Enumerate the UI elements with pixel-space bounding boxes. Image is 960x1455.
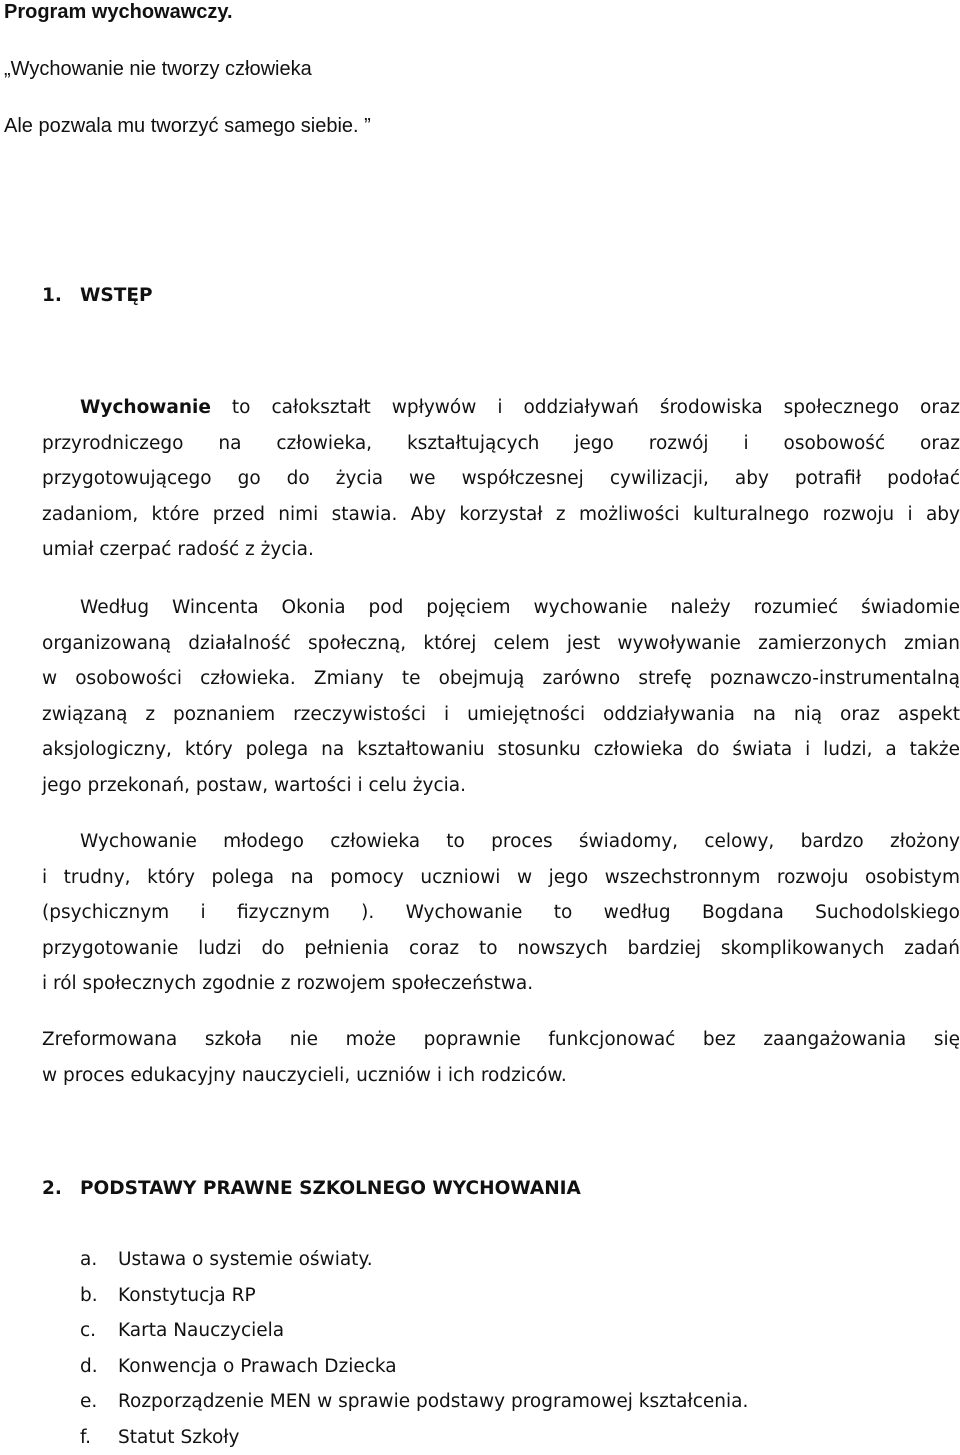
paragraph-3-line-5: i ról społecznych zgodnie z rozwojem społeczeństwa.: [42, 966, 960, 1002]
motto-line-2: Ale pozwala mu tworzyć samego siebie. ”: [4, 114, 371, 138]
paragraph-4-line-2: w proces edukacyjny nauczycieli, uczniów i ich rodziców.: [42, 1058, 960, 1094]
motto-line-1: „Wychowanie nie tworzy człowieka: [4, 57, 312, 81]
paragraph-1-line-4: zadaniom, które przed nimi stawia. Aby korzystał z możliwości kulturalnego rozwoju i aby: [42, 497, 960, 533]
paragraph-1-line-1-rest: to całokształt wpływów i oddziaływań środowiska społecznego oraz: [211, 397, 960, 418]
list-item-marker: b.: [80, 1278, 98, 1314]
paragraph-3-line-1: Wychowanie młodego człowieka to proces świadomy, celowy, bardzo złożony: [42, 824, 960, 860]
section-1-title: WSTĘP: [80, 283, 153, 309]
list-item-text: Konstytucja RP: [118, 1278, 256, 1314]
list-item-marker: e.: [80, 1384, 97, 1420]
paragraph-1-line-3: przygotowującego go do życia we współczesnej cywilizacji, aby potrafił podołać: [42, 461, 960, 497]
paragraph-1-bold-word: Wychowanie: [80, 397, 211, 418]
section-2-number: 2.: [42, 1176, 62, 1202]
page-title: Program wychowawczy.: [4, 0, 233, 24]
list-item-marker: c.: [80, 1313, 96, 1349]
paragraph-2-line-3: w osobowości człowieka. Zmiany te obejmują zarówno strefę poznawczo-instrumentalną: [42, 661, 960, 697]
paragraph-2-line-5: aksjologiczny, który polega na kształtowaniu stosunku człowieka do świata i ludzi, a także: [42, 732, 960, 768]
list-item-marker: a.: [80, 1242, 97, 1278]
list-item-text: Statut Szkoły: [118, 1420, 239, 1455]
legal-basis-list: [0, 1242, 960, 1455]
paragraph-2-line-2: organizowaną działalność społeczną, której celem jest wywoływanie zamierzonych zmian: [42, 626, 960, 662]
paragraph-3-line-3: (psychicznym i fizycznym ). Wychowanie to według Bogdana Suchodolskiego: [42, 895, 960, 931]
paragraph-3-line-4: przygotowanie ludzi do pełnienia coraz to nowszych bardziej skomplikowanych zadań: [42, 931, 960, 967]
list-item: [0, 1349, 960, 1385]
list-item: [0, 1384, 960, 1420]
list-item-text: Rozporządzenie MEN w sprawie podstawy programowej kształcenia.: [118, 1384, 748, 1420]
section-2-title: PODSTAWY PRAWNE SZKOLNEGO WYCHOWANIA: [80, 1176, 581, 1202]
section-1-number: 1.: [42, 283, 62, 309]
list-item-marker: f.: [80, 1420, 91, 1455]
paragraph-3: [42, 824, 960, 1002]
paragraph-2: [42, 590, 960, 803]
paragraph-2-line-4: związaną z poznaniem rzeczywistości i umiejętności oddziaływania na nią oraz aspekt: [42, 697, 960, 733]
paragraph-1-line-1: [42, 390, 960, 426]
list-item-text: Konwencja o Prawach Dziecka: [118, 1349, 397, 1385]
list-item-text: Ustawa o systemie oświaty.: [118, 1242, 373, 1278]
list-item: [0, 1242, 960, 1278]
list-item: [0, 1313, 960, 1349]
paragraph-2-line-6: jego przekonań, postaw, wartości i celu życia.: [42, 768, 960, 804]
paragraph-4: [42, 1022, 960, 1093]
list-item-text: Karta Nauczyciela: [118, 1313, 284, 1349]
list-item-marker: d.: [80, 1349, 98, 1385]
list-item: [0, 1278, 960, 1314]
paragraph-2-line-1: Według Wincenta Okonia pod pojęciem wychowanie należy rozumieć świadomie: [42, 590, 960, 626]
paragraph-1-line-5: umiał czerpać radość z życia.: [42, 532, 960, 568]
paragraph-1-line-2: przyrodniczego na człowieka, kształtujących jego rozwój i osobowość oraz: [42, 426, 960, 462]
paragraph-4-line-1: Zreformowana szkoła nie może poprawnie funkcjonować bez zaangażowania się: [42, 1022, 960, 1058]
paragraph-3-line-2: i trudny, który polega na pomocy uczniowi w jego wszechstronnym rozwoju osobistym: [42, 860, 960, 896]
paragraph-1: [42, 390, 960, 568]
